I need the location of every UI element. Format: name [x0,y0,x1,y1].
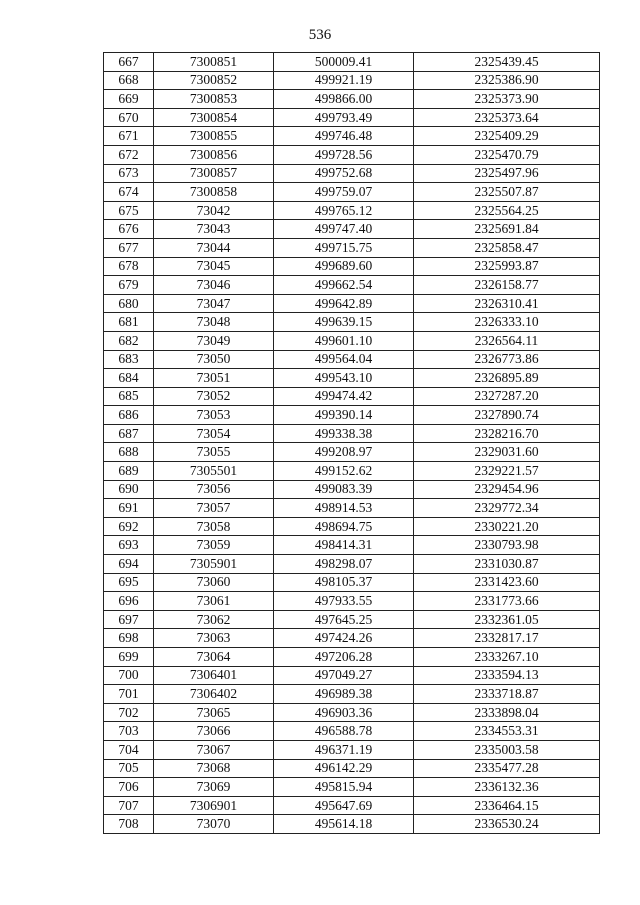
table-row [104,53,600,72]
row-index-cell: 700 [104,666,154,685]
point-id-cell: 73043 [154,220,274,239]
table-row [104,350,600,369]
row-index-cell: 682 [104,331,154,350]
table-row [104,480,600,499]
table-row [104,517,600,536]
table-row [104,685,600,704]
y-coordinate-cell: 2334553.31 [414,722,600,741]
row-index-cell: 702 [104,703,154,722]
row-index-cell: 690 [104,480,154,499]
y-coordinate-cell: 2326895.89 [414,369,600,388]
row-index-cell: 696 [104,592,154,611]
x-coordinate-cell: 499866.00 [274,90,414,109]
point-id-cell: 73047 [154,294,274,313]
point-id-cell: 7305901 [154,555,274,574]
point-id-cell: 73061 [154,592,274,611]
row-index-cell: 691 [104,499,154,518]
point-id-cell: 7300857 [154,164,274,183]
row-index-cell: 703 [104,722,154,741]
point-id-cell: 73048 [154,313,274,332]
x-coordinate-cell: 499759.07 [274,183,414,202]
x-coordinate-cell: 498414.31 [274,536,414,555]
row-index-cell: 681 [104,313,154,332]
x-coordinate-cell: 495815.94 [274,778,414,797]
row-index-cell: 688 [104,443,154,462]
y-coordinate-cell: 2329454.96 [414,480,600,499]
row-index-cell: 684 [104,369,154,388]
point-id-cell: 7300854 [154,108,274,127]
row-index-cell: 674 [104,183,154,202]
y-coordinate-cell: 2332817.17 [414,629,600,648]
y-coordinate-cell: 2333267.10 [414,648,600,667]
row-index-cell: 689 [104,462,154,481]
table-row [104,220,600,239]
x-coordinate-cell: 499765.12 [274,201,414,220]
y-coordinate-cell: 2325497.96 [414,164,600,183]
point-id-cell: 73060 [154,573,274,592]
row-index-cell: 680 [104,294,154,313]
point-id-cell: 7300858 [154,183,274,202]
point-id-cell: 73049 [154,331,274,350]
y-coordinate-cell: 2326158.77 [414,276,600,295]
x-coordinate-cell: 495614.18 [274,815,414,834]
point-id-cell: 73053 [154,406,274,425]
x-coordinate-cell: 497933.55 [274,592,414,611]
point-id-cell: 73050 [154,350,274,369]
page-number: 536 [308,27,332,43]
point-id-cell: 73069 [154,778,274,797]
row-index-cell: 672 [104,145,154,164]
x-coordinate-cell: 499338.38 [274,424,414,443]
table-row [104,796,600,815]
table-row [104,183,600,202]
row-index-cell: 693 [104,536,154,555]
table-row [104,387,600,406]
row-index-cell: 671 [104,127,154,146]
table-row [104,759,600,778]
row-index-cell: 679 [104,276,154,295]
y-coordinate-cell: 2331423.60 [414,573,600,592]
point-id-cell: 7300853 [154,90,274,109]
point-id-cell: 7306402 [154,685,274,704]
y-coordinate-cell: 2325386.90 [414,71,600,90]
point-id-cell: 73045 [154,257,274,276]
point-id-cell: 7305501 [154,462,274,481]
x-coordinate-cell: 496371.19 [274,740,414,759]
row-index-cell: 699 [104,648,154,667]
row-index-cell: 707 [104,796,154,815]
x-coordinate-cell: 499747.40 [274,220,414,239]
row-index-cell: 668 [104,71,154,90]
table-row [104,629,600,648]
y-coordinate-cell: 2331030.87 [414,555,600,574]
x-coordinate-cell: 500009.41 [274,53,414,72]
x-coordinate-cell: 497206.28 [274,648,414,667]
point-id-cell: 73067 [154,740,274,759]
x-coordinate-cell: 499715.75 [274,238,414,257]
y-coordinate-cell: 2333718.87 [414,685,600,704]
row-index-cell: 708 [104,815,154,834]
point-id-cell: 73056 [154,480,274,499]
table-row [104,201,600,220]
table-row [104,555,600,574]
point-id-cell: 73059 [154,536,274,555]
row-index-cell: 677 [104,238,154,257]
point-id-cell: 73054 [154,424,274,443]
x-coordinate-cell: 499642.89 [274,294,414,313]
point-id-cell: 73051 [154,369,274,388]
row-index-cell: 697 [104,610,154,629]
row-index-cell: 683 [104,350,154,369]
y-coordinate-cell: 2335477.28 [414,759,600,778]
table-row [104,238,600,257]
point-id-cell: 73044 [154,238,274,257]
y-coordinate-cell: 2325439.45 [414,53,600,72]
row-index-cell: 667 [104,53,154,72]
point-id-cell: 73042 [154,201,274,220]
table-row [104,592,600,611]
y-coordinate-cell: 2325373.90 [414,90,600,109]
table-row [104,369,600,388]
y-coordinate-cell: 2333594.13 [414,666,600,685]
x-coordinate-cell: 499474.42 [274,387,414,406]
point-id-cell: 73064 [154,648,274,667]
x-coordinate-cell: 499390.14 [274,406,414,425]
x-coordinate-cell: 498298.07 [274,555,414,574]
table-row [104,722,600,741]
y-coordinate-cell: 2331773.66 [414,592,600,611]
x-coordinate-cell: 499564.04 [274,350,414,369]
x-coordinate-cell: 499728.56 [274,145,414,164]
y-coordinate-cell: 2333898.04 [414,703,600,722]
point-id-cell: 73055 [154,443,274,462]
table-row [104,740,600,759]
x-coordinate-cell: 499601.10 [274,331,414,350]
point-id-cell: 7300852 [154,71,274,90]
y-coordinate-cell: 2325564.25 [414,201,600,220]
x-coordinate-cell: 498914.53 [274,499,414,518]
table-row [104,778,600,797]
x-coordinate-cell: 499639.15 [274,313,414,332]
point-id-cell: 7306901 [154,796,274,815]
y-coordinate-cell: 2325470.79 [414,145,600,164]
row-index-cell: 676 [104,220,154,239]
row-index-cell: 705 [104,759,154,778]
row-index-cell: 698 [104,629,154,648]
row-index-cell: 678 [104,257,154,276]
y-coordinate-cell: 2329221.57 [414,462,600,481]
table-row [104,145,600,164]
row-index-cell: 685 [104,387,154,406]
y-coordinate-cell: 2325507.87 [414,183,600,202]
table-row [104,331,600,350]
table-row [104,610,600,629]
table-row [104,294,600,313]
x-coordinate-cell: 499662.54 [274,276,414,295]
row-index-cell: 673 [104,164,154,183]
x-coordinate-cell: 499543.10 [274,369,414,388]
point-id-cell: 7300851 [154,53,274,72]
x-coordinate-cell: 499152.62 [274,462,414,481]
x-coordinate-cell: 499689.60 [274,257,414,276]
x-coordinate-cell: 496142.29 [274,759,414,778]
table-row [104,666,600,685]
point-id-cell: 73063 [154,629,274,648]
y-coordinate-cell: 2330793.98 [414,536,600,555]
point-id-cell: 7300855 [154,127,274,146]
row-index-cell: 701 [104,685,154,704]
y-coordinate-cell: 2325373.64 [414,108,600,127]
table-row [104,536,600,555]
table-row [104,499,600,518]
row-index-cell: 695 [104,573,154,592]
point-id-cell: 73062 [154,610,274,629]
x-coordinate-cell: 499793.49 [274,108,414,127]
row-index-cell: 670 [104,108,154,127]
y-coordinate-cell: 2325409.29 [414,127,600,146]
table-row [104,443,600,462]
point-id-cell: 73065 [154,703,274,722]
y-coordinate-cell: 2325993.87 [414,257,600,276]
x-coordinate-cell: 495647.69 [274,796,414,815]
y-coordinate-cell: 2325691.84 [414,220,600,239]
x-coordinate-cell: 499083.39 [274,480,414,499]
x-coordinate-cell: 498694.75 [274,517,414,536]
point-id-cell: 73066 [154,722,274,741]
y-coordinate-cell: 2326310.41 [414,294,600,313]
table-row [104,424,600,443]
y-coordinate-cell: 2327287.20 [414,387,600,406]
coordinates-table-body [104,53,600,834]
x-coordinate-cell: 499746.48 [274,127,414,146]
table-row [104,164,600,183]
x-coordinate-cell: 497645.25 [274,610,414,629]
table-row [104,313,600,332]
point-id-cell: 7306401 [154,666,274,685]
table-row [104,71,600,90]
x-coordinate-cell: 499921.19 [274,71,414,90]
table-row [104,276,600,295]
row-index-cell: 692 [104,517,154,536]
y-coordinate-cell: 2329772.34 [414,499,600,518]
row-index-cell: 687 [104,424,154,443]
point-id-cell: 73070 [154,815,274,834]
y-coordinate-cell: 2329031.60 [414,443,600,462]
y-coordinate-cell: 2330221.20 [414,517,600,536]
y-coordinate-cell: 2328216.70 [414,424,600,443]
y-coordinate-cell: 2326564.11 [414,331,600,350]
table-row [104,127,600,146]
row-index-cell: 675 [104,201,154,220]
table-row [104,648,600,667]
point-id-cell: 73046 [154,276,274,295]
table-row [104,573,600,592]
table-row [104,462,600,481]
x-coordinate-cell: 496989.38 [274,685,414,704]
y-coordinate-cell: 2332361.05 [414,610,600,629]
table-row [104,815,600,834]
x-coordinate-cell: 497049.27 [274,666,414,685]
table-row [104,703,600,722]
table-row [104,406,600,425]
y-coordinate-cell: 2327890.74 [414,406,600,425]
row-index-cell: 694 [104,555,154,574]
x-coordinate-cell: 498105.37 [274,573,414,592]
y-coordinate-cell: 2336132.36 [414,778,600,797]
table-row [104,90,600,109]
point-id-cell: 7300856 [154,145,274,164]
x-coordinate-cell: 496903.36 [274,703,414,722]
y-coordinate-cell: 2326773.86 [414,350,600,369]
row-index-cell: 706 [104,778,154,797]
point-id-cell: 73068 [154,759,274,778]
coordinates-table [103,52,600,834]
y-coordinate-cell: 2336464.15 [414,796,600,815]
row-index-cell: 704 [104,740,154,759]
row-index-cell: 669 [104,90,154,109]
y-coordinate-cell: 2335003.58 [414,740,600,759]
x-coordinate-cell: 499208.97 [274,443,414,462]
y-coordinate-cell: 2325858.47 [414,238,600,257]
x-coordinate-cell: 496588.78 [274,722,414,741]
point-id-cell: 73058 [154,517,274,536]
x-coordinate-cell: 499752.68 [274,164,414,183]
table-row [104,108,600,127]
point-id-cell: 73052 [154,387,274,406]
x-coordinate-cell: 497424.26 [274,629,414,648]
y-coordinate-cell: 2326333.10 [414,313,600,332]
row-index-cell: 686 [104,406,154,425]
y-coordinate-cell: 2336530.24 [414,815,600,834]
table-row [104,257,600,276]
point-id-cell: 73057 [154,499,274,518]
